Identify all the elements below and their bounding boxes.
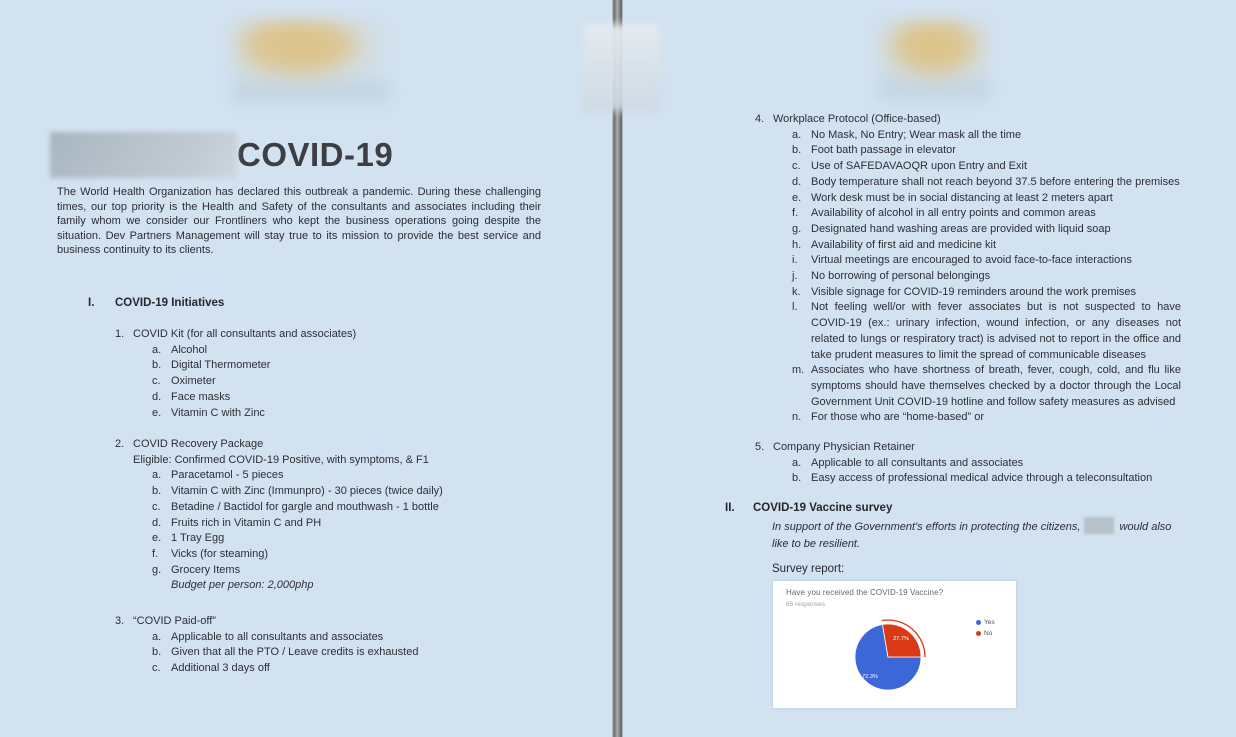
group-item-list bbox=[152, 343, 545, 422]
legend-row-yes bbox=[976, 617, 995, 628]
group-title-row bbox=[755, 440, 1181, 456]
list-item: Vitamin C with Zinc bbox=[171, 406, 265, 419]
redacted-company-logo bbox=[876, 20, 991, 105]
list-item: Face masks bbox=[171, 390, 231, 403]
group-title-row bbox=[115, 437, 545, 453]
list-item: Easy access of professional medical advice through a teleconsultation bbox=[811, 472, 1153, 485]
list-item: Oximeter bbox=[171, 375, 216, 388]
section-heading-vaccine-survey bbox=[725, 502, 892, 514]
vaccine-survey-note bbox=[772, 517, 1184, 553]
list-item: Body temperature shall not reach beyond 37.5 before entering the premises bbox=[811, 175, 1180, 188]
legend-dot-yes bbox=[976, 620, 981, 625]
group-item-list bbox=[152, 630, 545, 677]
group-number: 4. bbox=[755, 113, 765, 125]
list-item: Applicable to all consultants and associates bbox=[171, 630, 384, 643]
chart-title: Have you received the COVID-19 Vaccine? bbox=[786, 588, 944, 597]
list-item: Availability of alcohol in all entry points and common areas bbox=[811, 207, 1096, 220]
list-item: Visible signage for COVID-19 reminders around the work premises bbox=[811, 285, 1137, 298]
pie-chart bbox=[846, 615, 930, 699]
note-text-after: would also like to be resilient. bbox=[772, 521, 1172, 550]
group-title: “COVID Paid-off” bbox=[133, 615, 216, 627]
page-title: COVID-19 bbox=[237, 136, 394, 173]
chart-legend bbox=[976, 617, 995, 639]
section-heading-initiatives bbox=[88, 297, 224, 309]
list-item: Given that all the PTO / Leave credits is exhausted bbox=[171, 646, 419, 659]
list-item: Use of SAFEDAVAOQR upon Entry and Exit bbox=[811, 160, 1028, 173]
legend-label-yes: Yes bbox=[984, 619, 995, 626]
list-item: Digital Thermometer bbox=[171, 359, 271, 372]
chart-response-count: 65 responses bbox=[786, 601, 826, 608]
section-numeral: I. bbox=[88, 297, 95, 309]
survey-report-label: Survey report: bbox=[772, 563, 845, 575]
section-numeral: II. bbox=[725, 502, 735, 514]
group-title: Company Physician Retainer bbox=[773, 441, 915, 453]
group-subtitle: Eligible: Confirmed COVID-19 Positive, with symptoms, & F1 bbox=[133, 453, 429, 466]
group-title: COVID Kit (for all consultants and associates) bbox=[133, 328, 357, 340]
list-item: 1 Tray Egg bbox=[171, 532, 225, 545]
pie-label-no: 27.7% bbox=[893, 636, 909, 642]
list-item: Work desk must be in social distancing at least 2 meters apart bbox=[811, 191, 1113, 204]
group-number: 3. bbox=[115, 615, 125, 627]
legend-row-no bbox=[976, 628, 995, 639]
section-heading-label: COVID-19 Vaccine survey bbox=[753, 502, 893, 514]
group-covid-paid-off bbox=[115, 614, 545, 677]
group-number: 1. bbox=[115, 328, 125, 340]
group-item-list bbox=[152, 468, 545, 578]
group-title-row bbox=[115, 327, 545, 343]
note-text-before: In support of the Government's efforts in protecting the citizens, bbox=[772, 521, 1081, 533]
list-item: Paracetamol - 5 pieces bbox=[171, 469, 284, 482]
group-title: Workplace Protocol (Office-based) bbox=[773, 113, 941, 125]
group-item-list bbox=[792, 456, 1181, 487]
list-item: Betadine / Bactidol for gargle and mouthwash - 1 bottle bbox=[171, 500, 439, 513]
list-item: Virtual meetings are encouraged to avoid face-to-face interactions bbox=[811, 254, 1132, 267]
list-item: No Mask, No Entry; Wear mask all the time bbox=[811, 128, 1022, 141]
group-title-row bbox=[115, 614, 545, 630]
redacted-title-text bbox=[50, 132, 237, 178]
list-item: Vicks (for steaming) bbox=[171, 547, 268, 560]
title-row bbox=[50, 132, 393, 178]
list-item: Additional 3 days off bbox=[171, 662, 270, 675]
document-page-right bbox=[623, 0, 1236, 737]
legend-label-no: No bbox=[984, 630, 993, 637]
group-title: COVID Recovery Package bbox=[133, 438, 264, 450]
group-number: 2. bbox=[115, 438, 125, 450]
redacted-company-name bbox=[1084, 517, 1114, 534]
list-item: Associates who have shortness of breath, fever, cough, cold, and flu like symptoms should have themselves checked by a doctor through the Local Government Unit COVID-19 hotline and follow safety measures as advised bbox=[811, 364, 1181, 408]
group-number: 5. bbox=[755, 441, 765, 453]
redacted-header-blur bbox=[584, 24, 660, 111]
list-item: Designated hand washing areas are provided with liquid soap bbox=[811, 222, 1111, 235]
survey-chart-card bbox=[773, 581, 1016, 708]
pie-label-yes: 72.3% bbox=[862, 674, 878, 680]
list-item: Vitamin C with Zinc (Immunpro) - 30 pieces (twice daily) bbox=[171, 485, 443, 498]
list-item: Grocery Items bbox=[171, 563, 241, 576]
section-heading-label: COVID-19 Initiatives bbox=[115, 297, 225, 309]
list-item: No borrowing of personal belongings bbox=[811, 270, 991, 283]
budget-note: Budget per person: 2,000php bbox=[171, 579, 314, 592]
list-item: Not feeling well/or with fever associates but is not suspected to have COVID-19 (ex.: urinary infection, wound infection, or any diseases not related to lungs or respiratory tract) is advised not to report in the office and take prudent measures to limit the spread of communicable diseases bbox=[811, 301, 1181, 361]
group-workplace-protocol bbox=[755, 112, 1181, 426]
list-item: Fruits rich in Vitamin C and PH bbox=[171, 516, 322, 529]
group-physician-retainer bbox=[755, 440, 1181, 487]
list-item: Foot bath passage in elevator bbox=[811, 144, 956, 157]
group-title-row bbox=[755, 112, 1181, 128]
group-covid-kit bbox=[115, 327, 545, 421]
redacted-company-logo bbox=[232, 20, 390, 108]
list-item: Alcohol bbox=[171, 343, 208, 356]
list-item: Applicable to all consultants and associates bbox=[811, 456, 1024, 469]
legend-dot-no bbox=[976, 631, 981, 636]
group-item-list bbox=[792, 128, 1181, 426]
list-item: For those who are “home-based” or bbox=[811, 411, 985, 424]
list-item: Availability of first aid and medicine kit bbox=[811, 238, 997, 251]
document-page-left bbox=[0, 0, 612, 737]
intro-paragraph: The World Health Organization has declared this outbreak a pandemic. During these challenging times, our top priority is the Health and Safety of the consultants and associates including their family whom we consider our Frontliners who kept the business operations going despite the situation. Dev Partners Management will stay true to its mission to provide the best service and business continuity to its clients. bbox=[57, 186, 541, 257]
group-recovery-package bbox=[115, 437, 545, 594]
